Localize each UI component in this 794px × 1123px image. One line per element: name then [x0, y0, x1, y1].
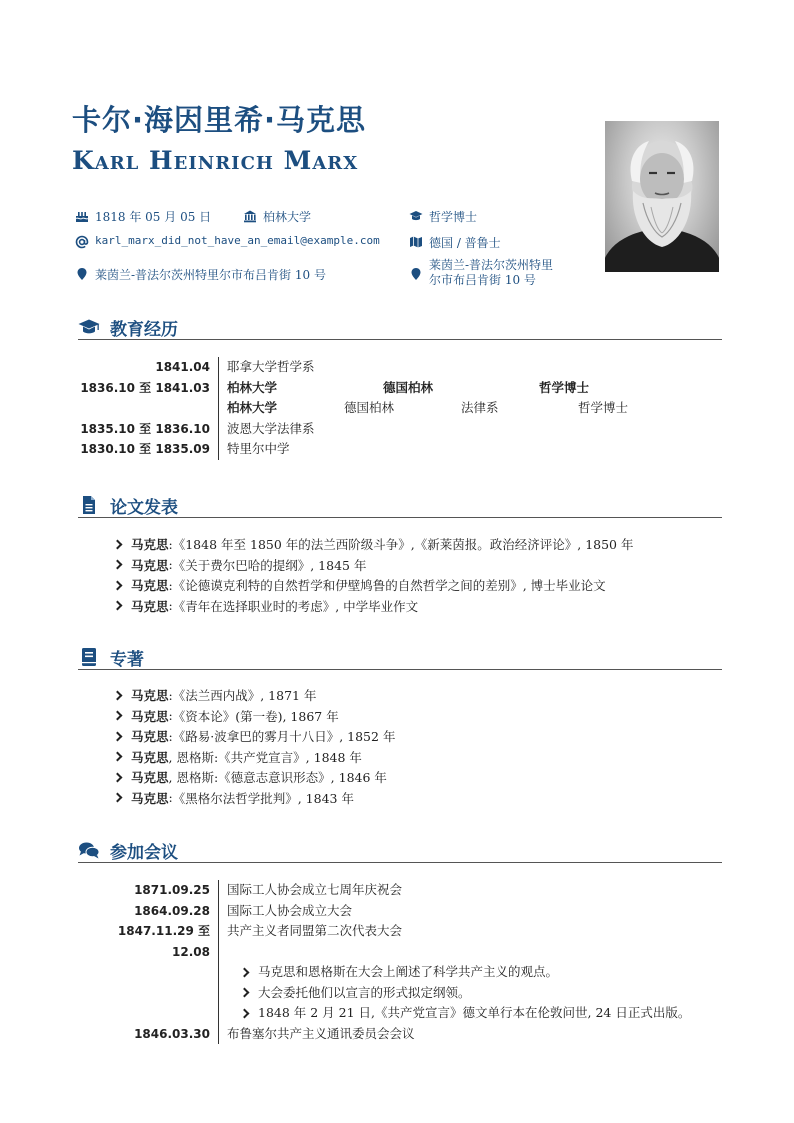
comments-icon: [78, 840, 100, 860]
conference-row: 1864.09.28 国际工人协会成立大会: [78, 901, 722, 922]
at-sign-icon: [75, 235, 89, 249]
graduation-cap-icon: [409, 209, 423, 223]
info-address: 莱茵兰-普法尔茨州特里尔市布吕肯街 10 号: [75, 266, 326, 283]
file-icon: [78, 495, 100, 515]
university-icon: [243, 209, 257, 223]
name-chinese: 卡尔·海因里希·马克思: [72, 103, 367, 137]
chevron-right-icon: [113, 752, 123, 762]
education-row: 1835.10 至 1836.10 波恩大学法律系: [78, 419, 722, 440]
chevron-right-icon: [240, 988, 250, 998]
chevron-right-icon: [113, 580, 123, 590]
education-row: 1830.10 至 1835.09 特里尔中学: [78, 439, 722, 460]
portrait-photo: [605, 121, 719, 272]
chevron-right-icon: [240, 967, 250, 977]
info-birth: 1818 年 05 月 05 日: [75, 208, 211, 225]
chevron-right-icon: [240, 1008, 250, 1018]
list-item: 马克思 : 《资本论》(第一卷), 1867 年: [112, 706, 395, 727]
chevron-right-icon: [113, 690, 123, 700]
education-row: 1841.04 耶拿大学哲学系: [78, 357, 722, 378]
chevron-right-icon: [113, 731, 123, 741]
list-item: 马克思 , 恩格斯:《共产党宣言》, 1848 年: [112, 747, 395, 768]
education-row: 柏林大学 德国柏林 法律系 哲学博士: [78, 398, 722, 419]
section-conferences: 参加会议: [78, 838, 722, 863]
list-item: 马克思 , 恩格斯:《德意志意识形态》, 1846 年: [112, 767, 395, 788]
conference-row: 1871.09.25 国际工人协会成立七周年庆祝会: [78, 880, 722, 901]
conference-sub-row: 马克思和恩格斯在大会上阐述了科学共产主义的观点。: [78, 962, 722, 983]
map-marker-icon: [409, 267, 423, 281]
books-list: [112, 685, 395, 808]
conference-sub-row: 1848 年 2 月 21 日,《共产党宣言》德文单行本在伦敦问世, 24 日正式出版。: [78, 1003, 722, 1024]
info-email: karl_marx_did_not_have_an_email@example.com: [75, 234, 380, 249]
cake-icon: [75, 209, 89, 223]
book-icon: [78, 647, 100, 667]
chevron-right-icon: [113, 601, 123, 611]
graduation-cap-icon: [78, 317, 100, 337]
chevron-right-icon: [113, 539, 123, 549]
map-icon: [409, 235, 423, 249]
section-papers: 论文发表: [78, 493, 722, 518]
info-address-2: 莱茵兰-普法尔茨州特里 尔市布吕肯街 10 号: [409, 258, 553, 288]
list-item: 马克思 : 《路易·波拿巴的雾月十八日》, 1852 年: [112, 726, 395, 747]
map-marker-icon: [75, 267, 89, 281]
list-item: 马克思 : 《法兰西内战》, 1871 年: [112, 685, 395, 706]
education-timeline: [78, 357, 722, 460]
list-item: 马克思 : 《论德谟克利特的自然哲学和伊壁鸠鲁的自然哲学之间的差别》, 博士毕业论文: [112, 575, 633, 596]
education-row: 1836.10 至 1841.03 柏林大学 德国柏林 哲学博士: [78, 378, 722, 399]
list-item: 马克思 : 《黑格尔法哲学批判》, 1843 年: [112, 788, 395, 809]
info-nationality: 德国 / 普鲁士: [409, 234, 501, 251]
list-item: 马克思 : 《关于费尔巴哈的提纲》, 1845 年: [112, 555, 633, 576]
chevron-right-icon: [113, 772, 123, 782]
list-item: 马克思 : 《1848 年至 1850 年的法兰西阶级斗争》,《新莱茵报。政治经济评论》, 1850 年: [112, 534, 633, 555]
conference-sub-row: 大会委托他们以宣言的形式拟定纲领。: [78, 983, 722, 1004]
papers-list: [112, 534, 633, 616]
info-degree: 哲学博士: [409, 208, 477, 225]
info-university: 柏林大学: [243, 208, 311, 225]
chevron-right-icon: [113, 711, 123, 721]
section-education: 教育经历: [78, 315, 722, 340]
conference-row: 1846.03.30 布鲁塞尔共产主义通讯委员会会议: [78, 1024, 722, 1045]
conference-timeline: [78, 880, 722, 1044]
chevron-right-icon: [113, 560, 123, 570]
list-item: 马克思 : 《青年在选择职业时的考虑》, 中学毕业作文: [112, 596, 633, 617]
name-english: Karl Heinrich Marx: [72, 146, 359, 175]
chevron-right-icon: [113, 793, 123, 803]
conference-row: 1847.11.29 至 12.08 共产主义者同盟第二次代表大会: [78, 921, 722, 962]
section-books: 专著: [78, 645, 722, 670]
